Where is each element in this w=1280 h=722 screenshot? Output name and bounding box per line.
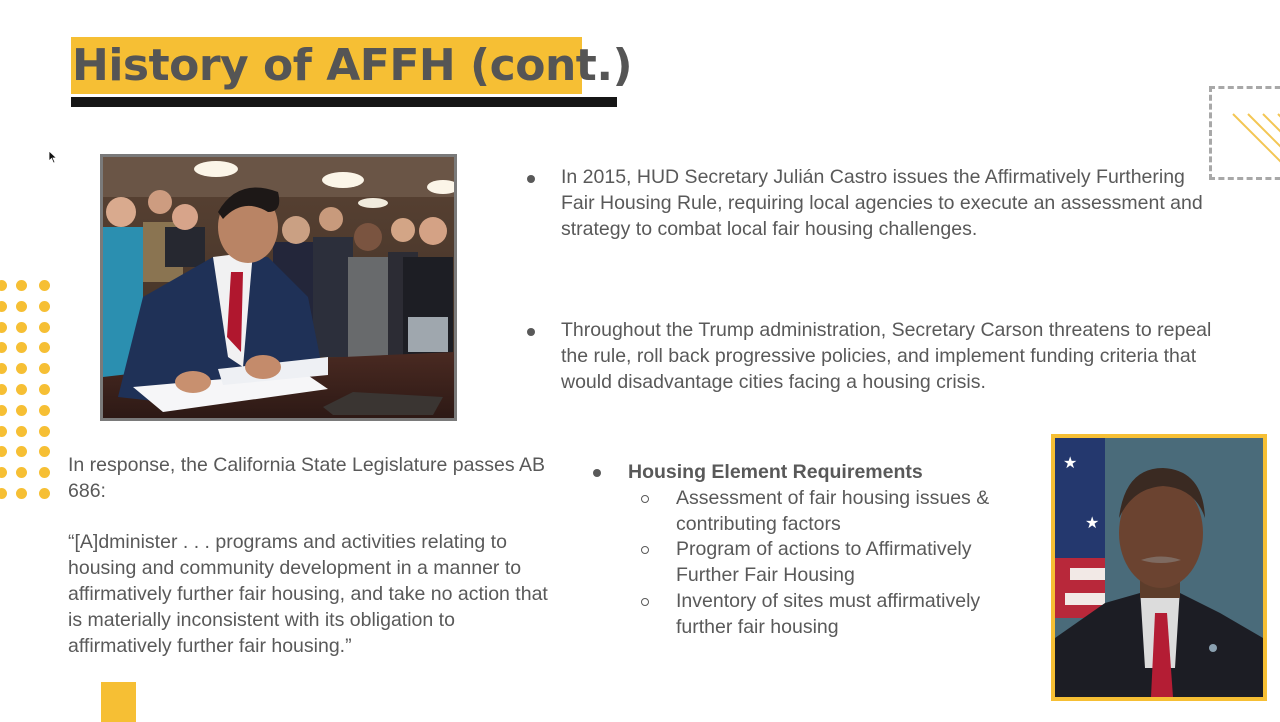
decorative-dot — [39, 446, 50, 457]
hollow-bullet-icon — [641, 546, 649, 554]
requirements-heading: Housing Element Requirements — [628, 461, 923, 483]
decorative-dot — [0, 446, 7, 457]
decorative-dot — [39, 342, 50, 353]
ab686-quote: “[A]dminister . . . programs and activities relating to housing and community development in a manner to affirmatively further fair housing, and take no action that is materially inconsistent with its obligation to affirmatively further fair housing.” — [68, 531, 548, 657]
bullet-icon — [527, 328, 535, 336]
decorative-dot — [16, 342, 27, 353]
requirement-item — [592, 537, 1032, 589]
decorative-dot — [16, 363, 27, 374]
bullet-icon — [527, 175, 535, 183]
decorative-dot — [0, 467, 7, 478]
decorative-dot — [39, 467, 50, 478]
ab686-intro: In response, the California State Legislature passes AB 686: — [68, 454, 545, 502]
signing-photo-illustration — [103, 157, 454, 418]
decorative-dot — [0, 342, 7, 353]
decorative-dot — [0, 301, 7, 312]
decorative-dot-grid — [0, 0, 60, 720]
slide-title: History of AFFH (cont.) — [72, 40, 633, 91]
decorative-dot — [39, 426, 50, 437]
svg-text:★: ★ — [1063, 455, 1078, 472]
decorative-dot — [16, 301, 27, 312]
decorative-dot — [0, 280, 7, 291]
hollow-bullet-icon — [641, 495, 649, 503]
bullet-carson — [527, 318, 1217, 395]
portrait-illustration — [1055, 438, 1263, 697]
photo-castro-signing — [100, 154, 457, 421]
decorative-hatch-lines — [1226, 104, 1280, 174]
requirements-list — [592, 460, 1032, 641]
ab686-text — [68, 453, 558, 659]
requirement-text: Assessment of fair housing issues & contributing factors — [676, 486, 990, 535]
decorative-dot — [39, 405, 50, 416]
hollow-bullet-icon — [641, 598, 649, 606]
decorative-dot — [16, 322, 27, 333]
bullet-text: Throughout the Trump administration, Secretary Carson threatens to repeal the rule, roll back progressive policies, and implement funding criteria that would disadvantage cities facing a housing crisis. — [561, 319, 1212, 393]
decorative-dot — [0, 426, 7, 437]
mouse-cursor-icon — [48, 150, 58, 164]
requirement-text: Program of actions to Affirmatively Further Fair Housing — [676, 538, 972, 587]
decorative-dot — [16, 384, 27, 395]
decorative-dot — [16, 405, 27, 416]
bullet-text: In 2015, HUD Secretary Julián Castro issues the Affirmatively Furthering Fair Housing Rule, requiring local agencies to execute an assessment and strategy to combat local fair housing challenges. — [561, 166, 1203, 240]
decorative-dot — [39, 322, 50, 333]
decorative-dot — [39, 488, 50, 499]
requirement-item — [592, 589, 1032, 641]
decorative-dot — [0, 488, 7, 499]
requirement-text: Inventory of sites must affirmatively further fair housing — [676, 589, 981, 638]
decorative-yellow-square — [101, 682, 136, 722]
title-underline — [71, 97, 617, 107]
svg-text:★: ★ — [1085, 515, 1100, 532]
decorative-dot — [0, 363, 7, 374]
decorative-dot — [39, 384, 50, 395]
bullet-icon — [593, 469, 601, 477]
decorative-dot — [0, 405, 7, 416]
decorative-dot — [16, 467, 27, 478]
decorative-dot — [39, 363, 50, 374]
portrait-carson — [1051, 434, 1267, 701]
decorative-dot — [16, 488, 27, 499]
bullet-castro — [527, 165, 1217, 242]
decorative-dot — [0, 384, 7, 395]
decorative-dot — [16, 426, 27, 437]
decorative-dot — [16, 446, 27, 457]
decorative-dot — [16, 280, 27, 291]
decorative-dot — [39, 280, 50, 291]
decorative-dot — [39, 301, 50, 312]
decorative-dot — [0, 322, 7, 333]
requirement-item — [592, 486, 1032, 538]
